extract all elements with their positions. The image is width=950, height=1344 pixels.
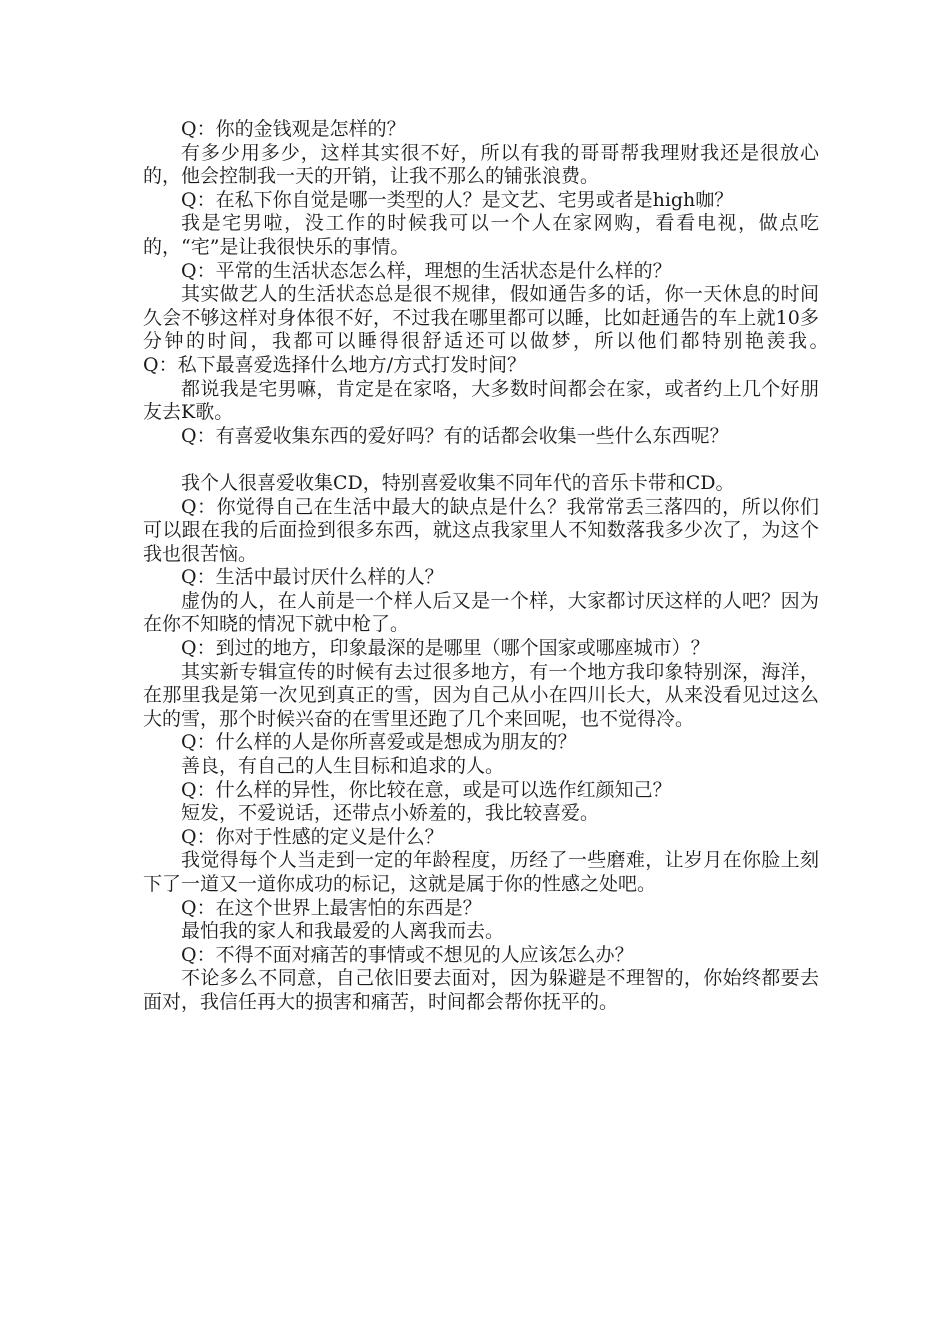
question-collecting: Q：有喜爱收集东西的爱好吗？有的话都会收集一些什么东西呢？ xyxy=(181,424,729,447)
answer-ideal-partner: 短发，不爱说话，还带点小娇羞的，我比较喜爱。 xyxy=(181,802,600,825)
answer-personality-type: 我是宅男啦，没工作的时候我可以一个人在家网购，看看电视，做点吃的，“宅”是让我很快乐的事情。 xyxy=(143,212,819,258)
answer-ideal-friend: 善良，有自己的人生目标和追求的人。 xyxy=(181,755,505,778)
answer-most-disliked: 虚伪的人，在人前是一个样人后又是一个样，大家都讨厌这样的人吧？因为在你不知晓的情况下就中枪了。 xyxy=(143,589,819,636)
answer-collecting: 我个人很喜爱收集CD，特别喜爱收集不同年代的音乐卡带和CD。 xyxy=(181,471,735,494)
answer-free-time: 都说我是宅男嘛，肯定是在家咯，大多数时间都会在家，或者约上几个好朋友去K歌。 xyxy=(143,377,819,424)
answer-deepest-impression: 其实新专辑宣传的时候有去过很多地方，有一个地方我印象特别深，海洋，在那里我是第一次见到真正的雪，因为自己从小在四川长大，从来没看见过这么大的雪，那个时候兴奋的在雪里还跑了几个来回呢，也不觉得冷。 xyxy=(143,660,819,730)
answer-greatest-fear: 最怕我的家人和我最爱的人离我而去。 xyxy=(181,920,505,943)
question-money-view: Q：你的金钱观是怎样的？ xyxy=(181,118,406,140)
question-ideal-friend: Q：什么样的人是你所喜爱或是想成为朋友的？ xyxy=(181,731,577,754)
question-personality-type: Q：在私下你自觉是哪一类型的人？是文艺、宅男或者是high咖？ xyxy=(181,188,734,211)
answer-facing-pain: 不论多么不同意，自己依旧要去面对，因为躲避是不理智的，你始终都要去面对，我信任再大的损害和痛苦，时间都会帮你抚平的。 xyxy=(143,967,819,1013)
answer-money-view: 有多少用多少，这样其实很不好，所以有我的哥哥帮我理财我还是很放心的，他会控制我一天的开销，让我不那么的铺张浪费。 xyxy=(143,141,819,188)
question-answer-biggest-flaw: Q：你觉得自己在生活中最大的缺点是什么？我常常丢三落四的，所以你们可以跟在我的后面捡到很多东西，就这点我家里人不知数落我多少次了，为这个我也很苦恼。 xyxy=(143,495,819,565)
answer-lifestyle: 其实做艺人的生活状态总是很不规律，假如通告多的话，你一天休息的时间久会不够这样对身体很不好，不过我在哪里都可以睡，比如赶通告的车上就10多分钟的时间，我都可以睡得很舒适还可以做梦，所以他们都特别艳羡我。 Q：私下最喜爱选择什么地方/方式打发时间？ xyxy=(143,283,877,376)
question-ideal-partner: Q：什么样的异性，你比较在意，或是可以选作红颜知己？ xyxy=(181,778,672,801)
document-page xyxy=(143,118,877,1015)
question-greatest-fear: Q：在这个世界上最害怕的东西是？ xyxy=(181,896,482,919)
question-lifestyle: Q：平常的生活状态怎么样，理想的生活状态是什么样的？ xyxy=(181,259,672,282)
question-deepest-impression: Q：到过的地方，印象最深的是哪里（哪个国家或哪座城市）？ xyxy=(181,637,710,660)
question-facing-pain: Q：不得不面对痛苦的事情或不想见的人应该怎么办？ xyxy=(181,943,634,966)
question-most-disliked: Q：生活中最讨厌什么样的人？ xyxy=(181,566,444,589)
answer-sexy-definition: 我觉得每个人当走到一定的年龄程度，历经了一些磨难，让岁月在你脸上刻下了一道又一道你成功的标记，这就是属于你的性感之处吧。 xyxy=(143,849,819,895)
question-sexy-definition: Q：你对于性感的定义是什么？ xyxy=(181,825,444,848)
